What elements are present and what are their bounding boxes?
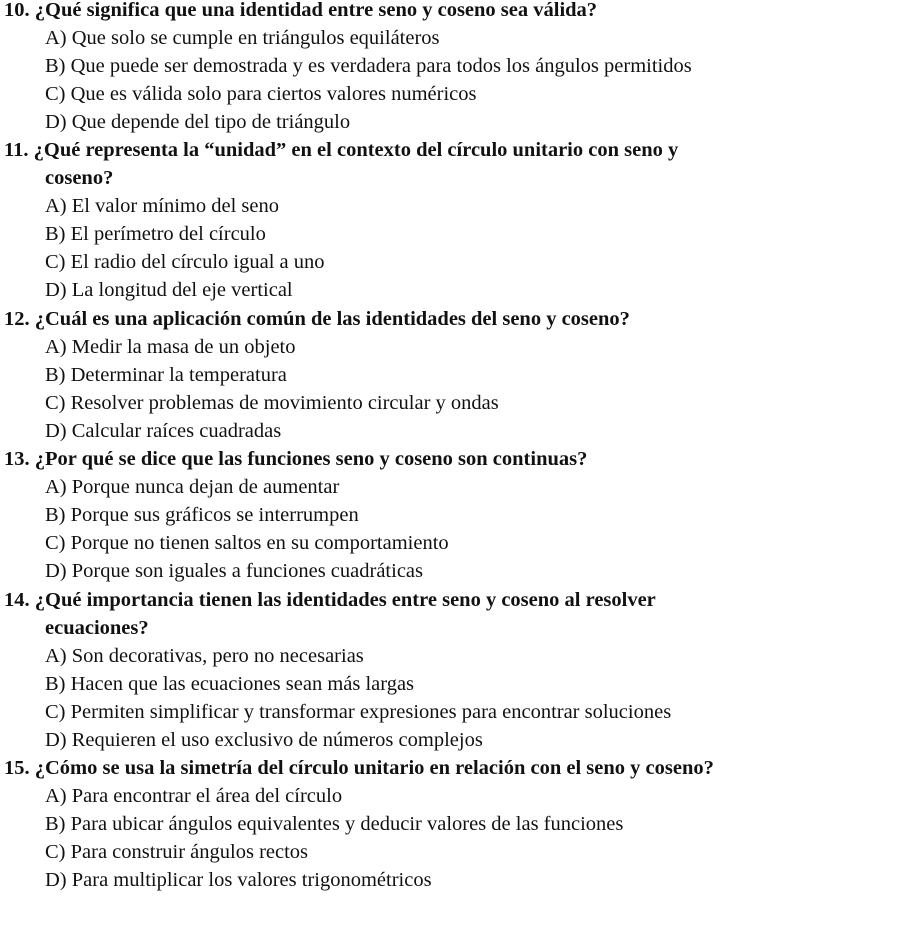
question-11-continuation: coseno?: [45, 167, 114, 189]
option-13a: A) Porque nunca dejan de aumentar: [45, 476, 340, 498]
option-12c: C) Resolver problemas de movimiento circular y ondas: [45, 392, 499, 414]
option-11a: A) El valor mínimo del seno: [45, 195, 279, 217]
question-13: [4, 445, 587, 473]
option-10c: C) Que es válida solo para ciertos valores numéricos: [45, 83, 477, 105]
option-12d: D) Calcular raíces cuadradas: [45, 420, 282, 442]
question-number: 15.: [4, 757, 30, 779]
question-number: 11.: [4, 139, 29, 161]
question-text: ¿Por qué se dice que las funciones seno y coseno son continuas?: [34, 448, 588, 470]
question-text: ¿Cuál es una aplicación común de las identidades del seno y coseno?: [34, 308, 630, 330]
question-10: [4, 0, 597, 24]
question-text: ¿Qué importancia tienen las identidades entre seno y coseno al resolver: [34, 589, 656, 611]
option-14b: B) Hacen que las ecuaciones sean más largas: [45, 673, 415, 695]
option-12a: A) Medir la masa de un objeto: [45, 336, 296, 358]
question-15: [4, 754, 714, 782]
question-text: ¿Qué significa que una identidad entre seno y coseno sea válida?: [34, 0, 598, 21]
option-15c: C) Para construir ángulos rectos: [45, 841, 309, 863]
option-15a: A) Para encontrar el área del círculo: [45, 785, 343, 807]
question-12: [4, 305, 630, 333]
question-text: ¿Cómo se usa la simetría del círculo unitario en relación con el seno y coseno?: [34, 757, 714, 779]
question-number: 10.: [4, 0, 30, 21]
option-11d: D) La longitud del eje vertical: [45, 279, 293, 301]
question-14: [4, 586, 656, 614]
option-13d: D) Porque son iguales a funciones cuadráticas: [45, 560, 423, 582]
question-11: [4, 136, 678, 164]
option-11b: B) El perímetro del círculo: [45, 223, 266, 245]
option-13b: B) Porque sus gráficos se interrumpen: [45, 504, 359, 526]
option-10d: D) Que depende del tipo de triángulo: [45, 111, 351, 133]
option-13c: C) Porque no tienen saltos en su comportamiento: [45, 532, 449, 554]
option-14a: A) Son decorativas, pero no necesarias: [45, 645, 364, 667]
option-14d: D) Requieren el uso exclusivo de números complejos: [45, 729, 483, 751]
option-11c: C) El radio del círculo igual a uno: [45, 251, 325, 273]
question-number: 14.: [4, 589, 30, 611]
question-14-continuation: ecuaciones?: [45, 617, 149, 639]
option-12b: B) Determinar la temperatura: [45, 364, 287, 386]
option-14c: C) Permiten simplificar y transformar expresiones para encontrar soluciones: [45, 701, 672, 723]
option-15b: B) Para ubicar ángulos equivalentes y deducir valores de las funciones: [45, 813, 624, 835]
question-number: 13.: [4, 448, 30, 470]
question-number: 12.: [4, 308, 30, 330]
option-10a: A) Que solo se cumple en triángulos equiláteros: [45, 27, 440, 49]
option-10b: B) Que puede ser demostrada y es verdadera para todos los ángulos permitidos: [45, 55, 692, 77]
option-15d: D) Para multiplicar los valores trigonométricos: [45, 869, 432, 891]
question-text: ¿Qué representa la “unidad” en el contexto del círculo unitario con seno y: [33, 139, 679, 161]
